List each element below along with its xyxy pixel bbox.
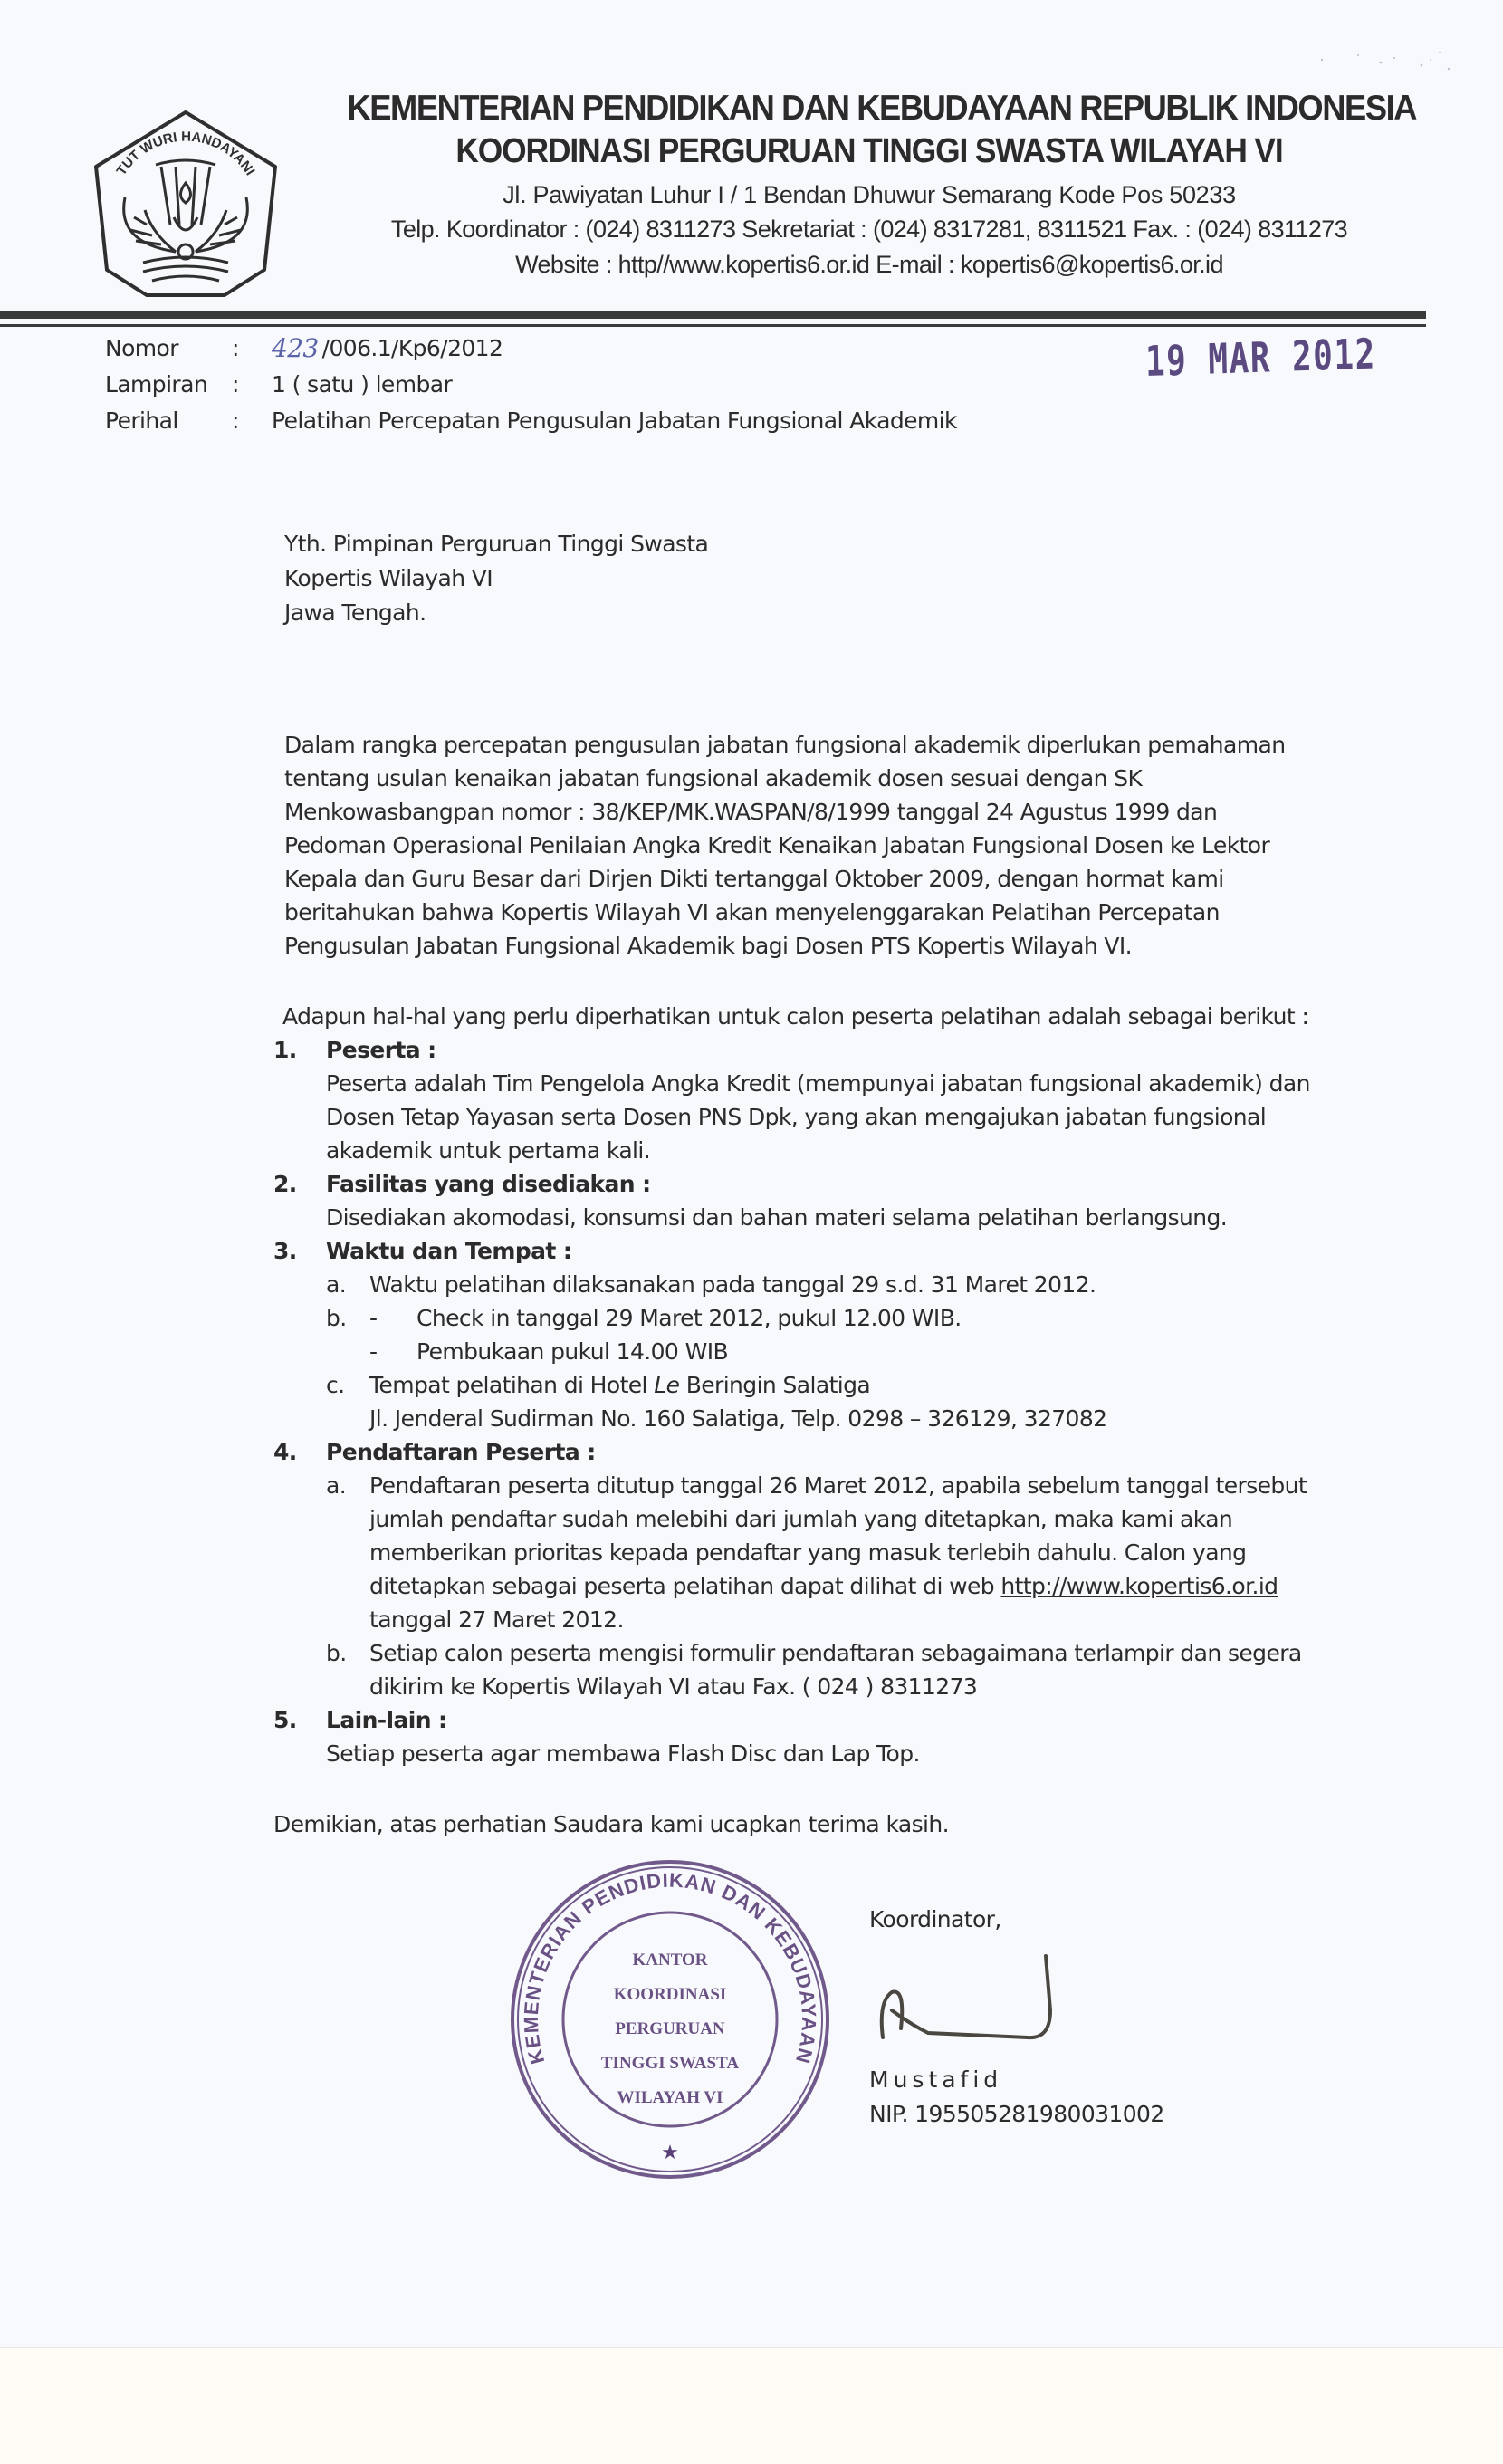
stamp-inner-line: KANTOR [632, 1951, 708, 1970]
letterhead-rule-thin [0, 324, 1426, 327]
nomor-handwritten: 423 [272, 332, 319, 363]
sub-label: c. [326, 1372, 345, 1398]
item-line: Pendaftaran peserta ditutup tanggal 26 Maret 2012, apabila sebelum tanggal tersebut [369, 1472, 1307, 1499]
item-fasilitas-heading [273, 1167, 1360, 1201]
intro-line: beritahukan bahwa Kopertis Wilayah VI akan menyelenggarakan Pelatihan Percepatan [284, 899, 1220, 925]
item-peserta-heading [273, 1033, 1360, 1067]
venue-text-after: Beringin Salatiga [679, 1372, 871, 1398]
logo-motto: TUT WURI HANDAYANI [113, 129, 258, 178]
item-line: Peserta adalah Tim Pengelola Angka Kredit (mempunyai jabatan fungsional akademik) dan [326, 1070, 1310, 1097]
item-number: 2. [273, 1171, 297, 1197]
nomor-value: /006.1/Kp6/2012 [321, 334, 503, 361]
stamp-star-icon: ★ [661, 2141, 679, 2163]
opening-text: Pembukaan pukul 14.00 WIB [416, 1338, 729, 1365]
perihal-label: Perihal [105, 407, 178, 434]
pendaftaran-a [273, 1469, 1360, 1636]
scan-speckle [1304, 33, 1467, 78]
date-stamp: 19 MAR 2012 [1144, 329, 1377, 386]
perihal-colon: : [232, 407, 239, 434]
waktu-a [273, 1268, 1360, 1301]
dash-bullet: - [369, 1305, 378, 1331]
item-title: Pendaftaran Peserta : [326, 1439, 596, 1465]
item-number: 1. [273, 1037, 297, 1063]
intro-paragraph [284, 728, 1358, 963]
nomor-label: Nomor [105, 334, 178, 361]
letterhead-ministry: KEMENTERIAN PENDIDIKAN DAN KEBUDAYAAN REPUBLIK INDONESIA [347, 89, 1417, 128]
intro-line: tentang usulan kenaikan jabatan fungsional akademik dosen sesuai dengan SK [284, 765, 1143, 791]
kopertis-website-link[interactable]: http://www.kopertis6.or.id [1000, 1573, 1278, 1599]
stamp-inner-line: TINGGI SWASTA [600, 2054, 740, 2073]
venue-text: Tempat pelatihan di Hotel [369, 1372, 655, 1398]
meta-lampiran [105, 366, 452, 402]
sub-label: a. [326, 1472, 347, 1499]
intro-line: Pengusulan Jabatan Fungsional Akademik bagi Dosen PTS Kopertis Wilayah VI. [284, 933, 1133, 959]
tut-wuri-handayani-logo-icon [89, 107, 282, 301]
letterhead-phone: Telp. Koordinator : (024) 8311273 Sekretariat : (024) 8317281, 8311521 Fax. : (024) 8311273 [390, 216, 1348, 243]
recipient-block [284, 527, 708, 630]
recipient-line: Jawa Tengah. [284, 599, 426, 626]
item-peserta-body [273, 1067, 1360, 1167]
item-line: akademik untuk pertama kali. [326, 1137, 651, 1164]
lampiran-colon: : [232, 370, 239, 398]
sub-label: b. [326, 1640, 347, 1666]
sub-text: Waktu pelatihan dilaksanakan pada tanggal 29 s.d. 31 Maret 2012. [369, 1271, 1096, 1298]
list-intro: Adapun hal-hal yang perlu diperhatikan untuk calon peserta pelatihan adalah sebagai berikut : [282, 1003, 1309, 1030]
item-title: Waktu dan Tempat : [326, 1238, 572, 1264]
letterhead-rule-thick [0, 311, 1426, 319]
item-title: Lain-lain : [326, 1707, 447, 1733]
signatory-name: Mustafid [869, 2066, 1003, 2093]
item-line: memberikan prioritas kepada pendaftar yang masuk terlebih dahulu. Calon yang [369, 1539, 1247, 1566]
checkin-row [369, 1301, 1360, 1335]
intro-line: Dalam rangka percepatan pengusulan jabatan fungsional akademik diperlukan pemahaman [284, 732, 1286, 758]
item-title: Peserta : [326, 1037, 436, 1063]
dash-bullet: - [369, 1338, 378, 1365]
stamp-outer-text: KEMENTERIAN PENDIDIKAN DAN KEBUDAYAAN [519, 1868, 821, 2067]
item-title: Fasilitas yang disediakan : [326, 1171, 651, 1197]
item-line: tanggal 27 Maret 2012. [369, 1606, 624, 1633]
intro-line: Kepala dan Guru Besar dari Dirjen Dikti tertanggal Oktober 2009, dengan hormat kami [284, 866, 1224, 892]
sub-label: b. [326, 1305, 347, 1331]
recipient-line: Yth. Pimpinan Perguruan Tinggi Swasta [284, 531, 709, 557]
waktu-b [273, 1301, 1360, 1368]
checkin-text: Check in tanggal 29 Maret 2012, pukul 12.00 WIB. [416, 1305, 962, 1331]
item-line: Setiap calon peserta mengisi formulir pendaftaran sebagaimana terlampir dan segera [369, 1640, 1302, 1666]
item-lain-body: Setiap peserta agar membawa Flash Disc dan Lap Top. [326, 1740, 920, 1767]
item-lain-heading [273, 1703, 1360, 1737]
requirements-list [273, 1000, 1360, 1770]
waktu-c [273, 1368, 1360, 1435]
item-number: 4. [273, 1439, 297, 1465]
venue-italic: Le [654, 1372, 680, 1398]
opening-row [369, 1335, 1360, 1368]
stamp-inner-line: PERGURUAN [615, 2019, 725, 2038]
item-line: dikirim ke Kopertis Wilayah VI atau Fax. ( 024 ) 8311273 [369, 1673, 978, 1700]
letterhead-web: Website : http//www.kopertis6.or.id E-mail : kopertis6@kopertis6.or.id [515, 251, 1223, 278]
item-pendaftaran-heading [273, 1435, 1360, 1469]
letterhead-office: KOORDINASI PERGURUAN TINGGI SWASTA WILAYAH VI [455, 132, 1283, 170]
item-line: Dosen Tetap Yayasan serta Dosen PNS Dpk, yang akan mengajukan jabatan fungsional [326, 1104, 1267, 1130]
scan-bottom-margin [0, 2347, 1503, 2464]
nomor-colon: : [232, 334, 239, 361]
handwritten-signature-icon [874, 1938, 1082, 2047]
intro-line: Menkowasbangpan nomor : 38/KEP/MK.WASPAN/8/1999 tanggal 24 Agustus 1999 dan [284, 799, 1218, 825]
stamp-inner-line: KOORDINASI [613, 1985, 727, 2004]
lampiran-label: Lampiran [105, 370, 208, 398]
official-stamp-icon [507, 1856, 833, 2182]
signatory-title: Koordinator, [869, 1906, 1001, 1932]
closing-text: Demikian, atas perhatian Saudara kami ucapkan terima kasih. [273, 1811, 949, 1837]
item-number: 5. [273, 1707, 297, 1733]
venue-address: Jl. Jenderal Sudirman No. 160 Salatiga, Telp. 0298 – 326129, 327082 [369, 1405, 1107, 1432]
sub-label: a. [326, 1271, 347, 1298]
svg-text:TUT WURI HANDAYANI [113, 129, 257, 178]
stamp-inner-line: WILAYAH VI [617, 2088, 723, 2107]
item-number: 3. [273, 1238, 297, 1264]
recipient-line: Kopertis Wilayah VI [284, 565, 493, 591]
intro-line: Pedoman Operasional Penilaian Angka Kredit Kenaikan Jabatan Fungsional Dosen ke Lektor [284, 832, 1270, 858]
item-line: ditetapkan sebagai peserta pelatihan dapat dilihat di web [369, 1573, 1001, 1599]
pendaftaran-b [273, 1636, 1360, 1703]
meta-perihal [105, 402, 957, 438]
signatory-nip: NIP. 195505281980031002 [869, 2101, 1164, 2127]
meta-nomor [105, 330, 503, 366]
perihal-value: Pelatihan Percepatan Pengusulan Jabatan Fungsional Akademik [272, 407, 957, 434]
item-line: jumlah pendaftar sudah melebihi dari jumlah yang ditetapkan, maka kami akan [369, 1506, 1233, 1532]
item-waktu-heading [273, 1234, 1360, 1268]
item-fasilitas-body: Disediakan akomodasi, konsumsi dan bahan materi selama pelatihan berlangsung. [326, 1204, 1228, 1231]
letterhead-address: Jl. Pawiyatan Luhur I / 1 Bendan Dhuwur Semarang Kode Pos 50233 [503, 181, 1236, 208]
lampiran-value: 1 ( satu ) lembar [272, 370, 453, 398]
